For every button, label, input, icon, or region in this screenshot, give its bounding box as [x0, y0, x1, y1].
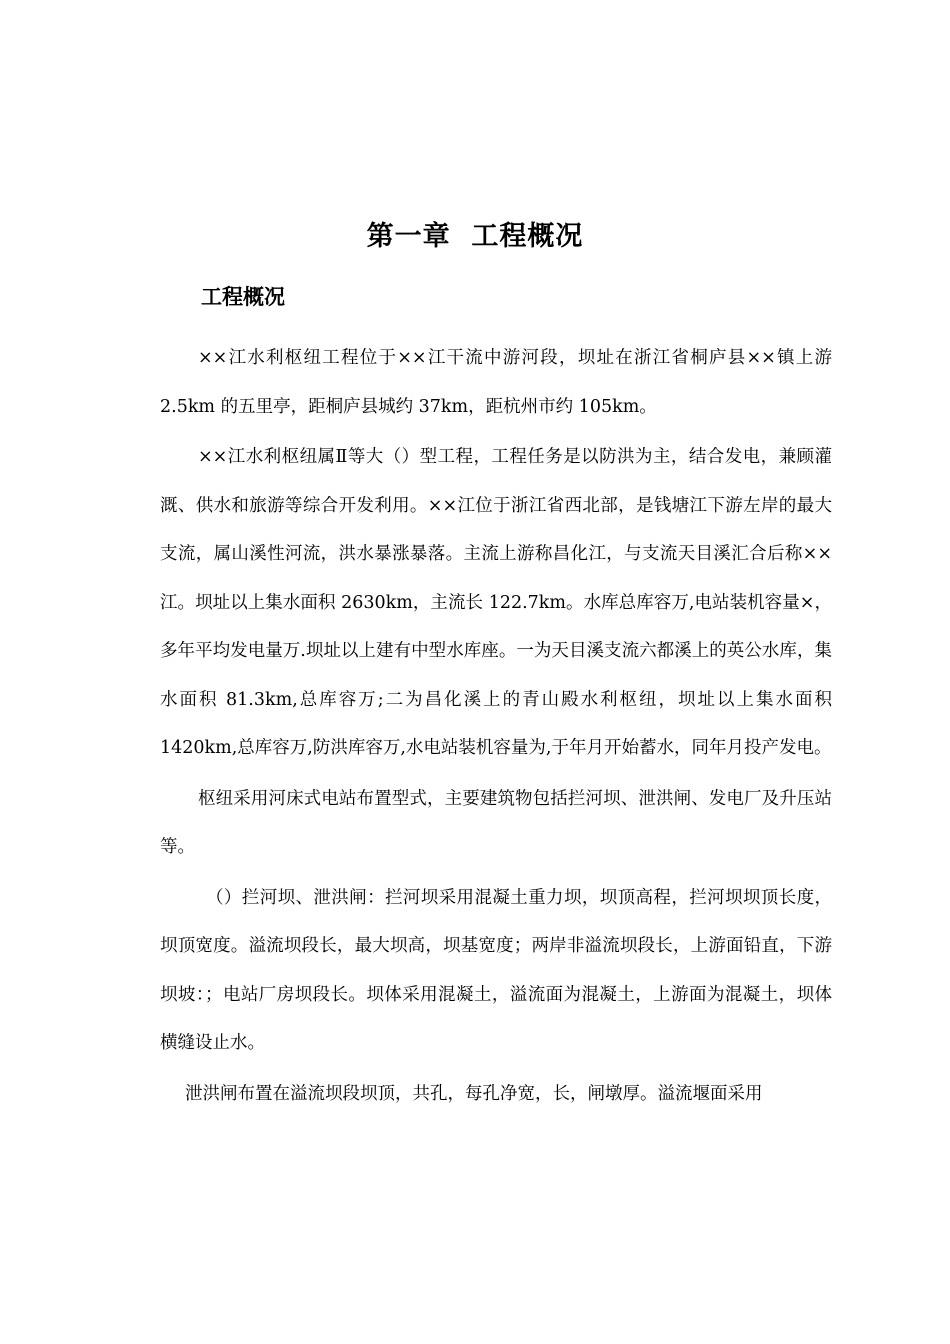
- paragraph-sluice: 泄洪闸布置在溢流坝段坝顶，共孔，每孔净宽，长，闸墩厚。溢流堰面采用: [185, 1083, 763, 1104]
- paragraph-overview: ××江水利枢纽属Ⅱ等大（）型工程，工程任务是以防洪为主，结合发电，兼顾灌溉、供水和旅游等综合开发利用。××江位于浙江省西北部，是钱塘江下游左岸的最大支流，属山溪性河流，洪水暴涨暴落。主流上游称昌化江，与支流天目溪汇合后称××江。坝址以上集水面积 2630km，主流长 122.7km。水库总库容万,电站装机容量×，多年平均发电量万.坝址以上建有中型水库座。一为天目溪支流六都溪上的英公水库，集水面积 81.3km,总库容万;二为昌化溪上的青山殿水利枢纽，坝址以上集水面积 1420km,总库容万,防洪库容万,水电站装机容量为,于年月开始蓄水，同年月投产发电。: [160, 447, 832, 758]
- section-title: 工程概况: [201, 285, 285, 309]
- chapter-title: 第一章 工程概况: [366, 221, 584, 252]
- paragraph-layout: 枢纽采用河床式电站布置型式，主要建筑物包括拦河坝、泄洪闸、发电厂及升压站等。: [160, 788, 832, 857]
- document-body: [160, 334, 832, 1120]
- paragraph-location: ××江水利枢纽工程位于××江干流中游河段，坝址在浙江省桐庐县××镇上游 2.5km 的五里亭，距桐庐县城约 37km，距杭州市约 105km。: [160, 348, 832, 417]
- paragraph-dam: （）拦河坝、泄洪闸：拦河坝采用混凝土重力坝，坝顶高程，拦河坝坝顶长度，坝顶宽度。溢流坝段长，最大坝高，坝基宽度；两岸非溢流坝段长，上游面铅直，下游坝坡：；电站厂房坝段长。坝体采用混凝土，溢流面为混凝土，上游面为混凝土，坝体横缝设止水。: [160, 887, 832, 1053]
